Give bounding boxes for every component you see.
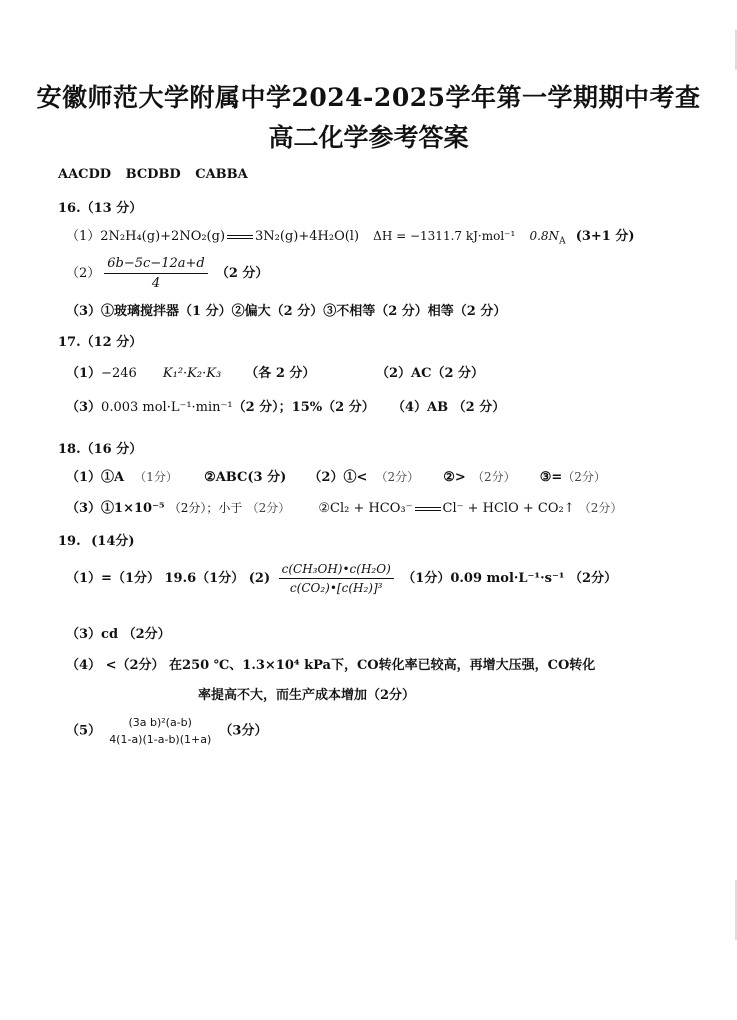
q19-p2-fraction <box>279 562 394 595</box>
equilibrium-sign <box>415 507 441 511</box>
q18-part3 <box>66 497 622 516</box>
question-17-header: 17.（12 分） <box>58 335 143 350</box>
multiple-choice-answers: AACDD BCDBD CABBA <box>58 167 248 182</box>
q18-part1 <box>66 466 606 485</box>
q18-p3-score2: （2分） <box>246 501 291 515</box>
q19-part4-continued: 率提高不大，而生产成本增加（2分） <box>198 688 416 703</box>
q16-p2-fraction <box>104 256 207 291</box>
fraction-denominator: 4 <box>151 276 161 291</box>
fraction-numerator: c(CH₃OH)•c(H₂O) <box>279 562 394 579</box>
q17-p1-value: −246 <box>101 366 137 381</box>
q17-p1-score: （各 2 分） <box>245 366 316 381</box>
q16-p1-na: 0.8N <box>529 229 560 243</box>
q18-p2: （2）①< <box>308 470 368 485</box>
document-title: 安徽师范大学附属中学2024-2025学年第一学期期中考查 <box>36 83 701 112</box>
q16-p1-eq-right: 3N₂(g)+4H₂O(l) <box>255 229 360 244</box>
equilibrium-sign <box>227 235 253 239</box>
q18-p2-score: （2分） <box>375 470 420 484</box>
q19-number: 19. <box>58 534 81 549</box>
question-16-header: 16.（13 分） <box>58 201 143 216</box>
q17-part3 <box>66 396 375 415</box>
q18-p3b-right: Cl⁻ + HClO + CO₂↑ <box>442 501 575 516</box>
q19-p2-rest: （1分）0.09 mol·L⁻¹·s⁻¹ （2分） <box>402 571 618 586</box>
q16-p1-eq-left: 2N₂H₄(g)+2NO₂(g) <box>100 229 226 244</box>
fraction-numerator: 6b−5c−12a+d <box>104 256 207 274</box>
q17-p1-num: （1） <box>66 366 102 381</box>
q19-p5-num: （5） <box>66 723 102 739</box>
q17-part2: （2）AC（2 分） <box>376 366 485 381</box>
q17-p1-k-expression: K₁²·K₂·K₃ <box>162 366 222 381</box>
question-18-header: 18.（16 分） <box>58 442 143 457</box>
q17-p3-num: （3） <box>66 400 102 415</box>
q19-p5-fraction <box>109 716 211 746</box>
fraction-denominator: c(CO₂)•[c(H₂)]³ <box>289 581 383 595</box>
q16-p1-num: （1） <box>66 229 101 244</box>
q18-p3-score: （2分）；小于 <box>168 501 243 515</box>
q17-part1 <box>66 362 315 381</box>
q18-p1-score: （1分） <box>134 470 178 484</box>
q19-p1: （1）=（1分） 19.6（1分） (2) <box>66 571 271 586</box>
q19-part4: （4） <（2分） 在250 ℃、1.3×10⁴ kPa下，CO转化率已较高，再增大压强，CO转化 <box>66 658 596 673</box>
q19-p5-score: （3分） <box>219 723 268 739</box>
q17-p3-rate: 0.003 mol·L⁻¹·min⁻¹ <box>101 400 233 415</box>
document-subtitle: 高二化学参考答案 <box>268 123 469 152</box>
q17-part4: （4）AB （2 分） <box>392 400 506 415</box>
q18-p2c-score: （2分） <box>562 470 606 484</box>
q18-p2b-score: （2分） <box>471 470 516 484</box>
q16-p1-score: (3+1 分) <box>575 229 635 244</box>
q18-p1b: ②ABC(3 分) <box>204 470 287 485</box>
q16-p1-delta-h: ΔH = −1311.7 kJ·mol⁻¹ <box>373 229 516 243</box>
q18-p3b-left: ②Cl₂ + HCO₃⁻ <box>318 501 413 516</box>
q16-p1-na-sub: A <box>559 236 566 247</box>
q16-p2-num: （2） <box>66 266 101 281</box>
q19-part1-2 <box>66 562 617 595</box>
q19-part3: （3）cd （2分） <box>66 627 171 642</box>
q16-part2 <box>66 256 268 291</box>
q19-part5 <box>66 716 267 746</box>
q17-p3-rest: （2 分）；15%（2 分） <box>232 400 375 415</box>
q18-p3: （3）①1×10⁻⁵ <box>66 501 165 516</box>
q16-p2-score: （2 分） <box>215 266 269 281</box>
q18-p3b-score: （2分） <box>578 501 623 515</box>
q18-p2c: ③= <box>539 470 563 485</box>
question-19-header <box>58 530 135 549</box>
fraction-numerator: (3a b)²(a-b) <box>128 716 192 729</box>
q18-p1: （1）①A <box>66 470 125 485</box>
fraction-denominator: 4(1-a)(1-a-b)(1+a) <box>109 733 212 746</box>
q19-score: (14分) <box>91 534 135 549</box>
q16-part1 <box>66 225 635 247</box>
q16-part3: （3）①玻璃搅拌器（1 分）②偏大（2 分）③不相等（2 分）相等（2 分） <box>66 304 507 319</box>
q18-p2b: ②> <box>443 470 466 485</box>
